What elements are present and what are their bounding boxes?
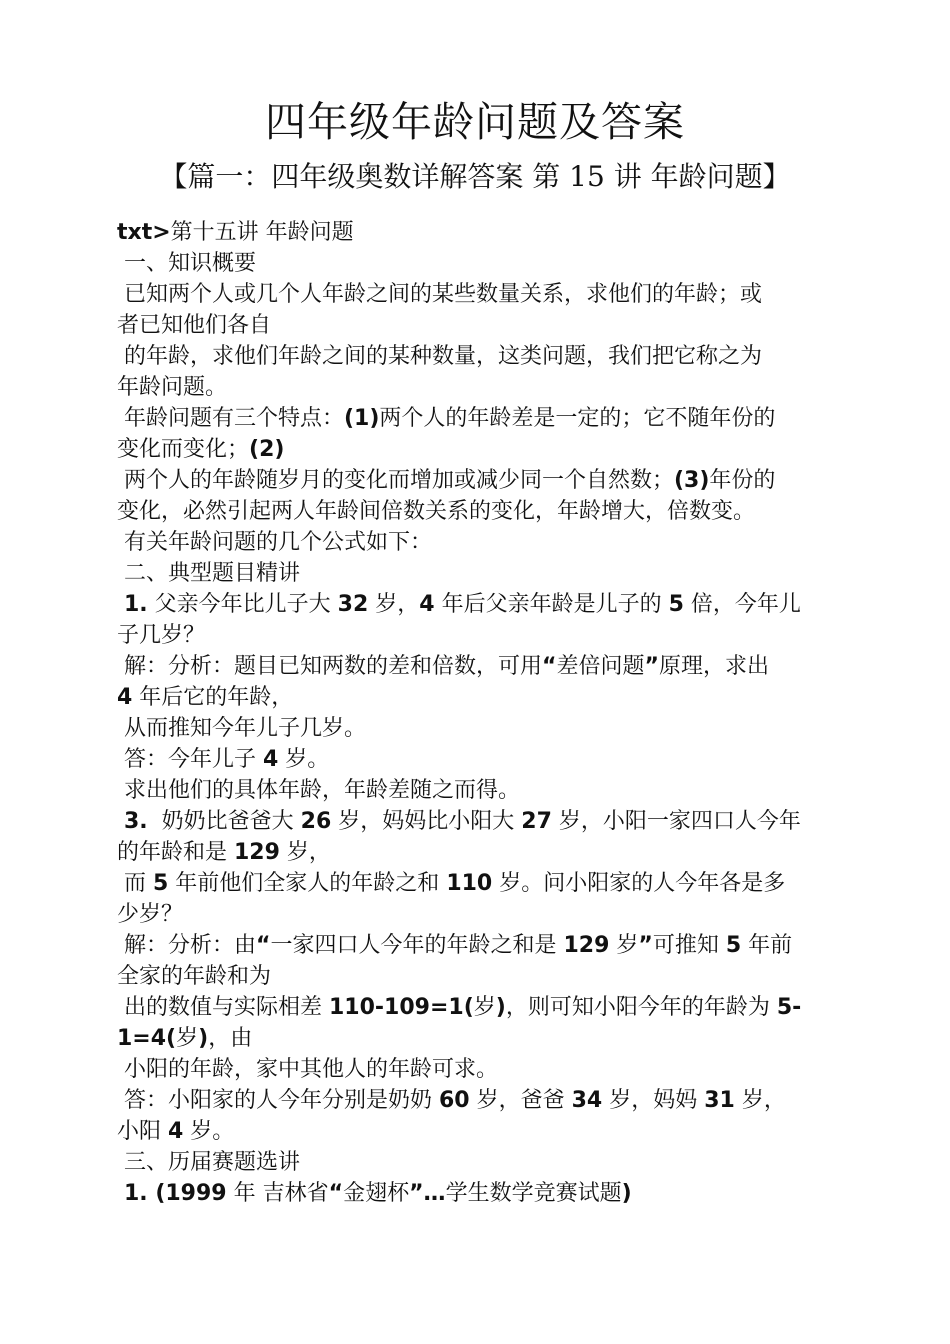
text-segment: 年后它的年龄， xyxy=(132,685,294,710)
text-segment: 岁 xyxy=(176,1026,199,1051)
text-segment: 27 xyxy=(521,809,552,834)
text-segment: 金翅杯 xyxy=(343,1181,410,1206)
text-line xyxy=(117,651,837,682)
text-segment: 三、历届赛题选讲 xyxy=(117,1150,300,1175)
text-segment: 原理，求出 xyxy=(658,654,769,679)
text-segment: 岁， xyxy=(734,1088,786,1113)
text-segment: 子几岁？ xyxy=(117,623,206,648)
text-segment: “ xyxy=(328,1181,344,1206)
text-segment: “ xyxy=(542,654,557,679)
text-segment: 岁，爸爸 xyxy=(469,1088,572,1113)
text-segment: txt> xyxy=(117,220,171,245)
text-segment: (1) xyxy=(344,406,380,431)
text-segment: 岁，小阳一家四口人今年 xyxy=(551,809,801,834)
text-segment: 年 吉林省 xyxy=(226,1181,329,1206)
text-segment: 年龄问题。 xyxy=(117,375,228,400)
text-segment xyxy=(117,809,124,834)
text-line xyxy=(117,806,837,837)
text-segment: 全家的年龄和为 xyxy=(117,964,272,989)
text-segment: 差倍问题 xyxy=(556,654,645,679)
text-line xyxy=(117,620,837,651)
text-segment: 31 xyxy=(704,1088,735,1113)
text-segment: 解：分析：题目已知两数的差和倍数，可用 xyxy=(117,654,542,679)
text-segment xyxy=(117,592,124,617)
document-title: 四年级年龄问题及答案 xyxy=(265,98,685,146)
text-segment: ) xyxy=(621,1181,632,1206)
text-line xyxy=(117,465,837,496)
text-segment: 1. (1999 xyxy=(124,1181,227,1206)
text-segment: 少岁？ xyxy=(117,902,184,927)
text-line xyxy=(117,744,837,775)
text-segment: ” xyxy=(644,654,659,679)
text-segment: 年龄问题有三个特点： xyxy=(117,406,344,431)
document-body xyxy=(117,217,837,1209)
text-segment: 5 xyxy=(725,933,742,958)
text-segment: ”… xyxy=(409,1181,446,1206)
text-segment: 60 xyxy=(439,1088,470,1113)
text-segment: 5 xyxy=(153,871,169,896)
text-segment: 变化，必然引起两人年龄间倍数关系的变化，年龄增大，倍数变。 xyxy=(117,499,756,524)
text-segment: 变化而变化； xyxy=(117,437,250,462)
text-line xyxy=(117,434,837,465)
text-segment: 二、典型题目精讲 xyxy=(117,561,300,586)
text-line xyxy=(117,248,837,279)
text-line xyxy=(117,1023,837,1054)
text-segment: 岁。 xyxy=(278,747,330,772)
text-line xyxy=(117,496,837,527)
text-segment: 26 xyxy=(300,809,332,834)
text-segment: 5- xyxy=(776,995,802,1020)
text-line xyxy=(117,589,837,620)
text-segment: ，则可知小阳今年的年龄为 xyxy=(505,995,777,1020)
text-segment: 岁，妈妈 xyxy=(602,1088,705,1113)
text-segment: 4 xyxy=(419,592,435,617)
text-segment: 岁， xyxy=(279,840,331,865)
text-segment: 有关年龄问题的几个公式如下： xyxy=(117,530,432,555)
text-segment: 4 xyxy=(263,747,279,772)
text-segment: 129 xyxy=(563,933,610,958)
text-segment: 第十五讲 年龄问题 xyxy=(170,220,354,245)
text-segment: 岁， xyxy=(368,592,420,617)
text-segment: 答：小阳家的人今年分别是奶奶 xyxy=(117,1088,439,1113)
text-segment: 岁 xyxy=(609,933,639,958)
text-segment: 4 xyxy=(117,685,133,710)
text-line xyxy=(117,1147,837,1178)
text-segment: 的年龄，求他们年龄之间的某种数量，这类问题，我们把它称之为 xyxy=(117,344,762,369)
text-line xyxy=(117,899,837,930)
text-segment: 3. xyxy=(124,809,148,834)
text-line xyxy=(117,868,837,899)
text-segment: 父亲今年比儿子大 xyxy=(147,592,338,617)
text-segment: 32 xyxy=(337,592,369,617)
text-segment: 求出他们的具体年龄，年龄差随之而得。 xyxy=(117,778,520,803)
text-segment: ) xyxy=(198,1026,209,1051)
text-segment: 年前他们全家人的年龄之和 xyxy=(168,871,447,896)
text-line xyxy=(117,682,837,713)
text-segment: 可推知 xyxy=(652,933,726,958)
text-segment: 出的数值与实际相差 xyxy=(117,995,329,1020)
text-segment: 两个人的年龄差是一定的；它不随年份的 xyxy=(379,406,776,431)
text-line xyxy=(117,961,837,992)
text-line xyxy=(117,713,837,744)
text-segment: 奶奶比爸爸大 xyxy=(147,809,301,834)
text-segment: 1. xyxy=(124,592,148,617)
text-line xyxy=(117,992,837,1023)
text-segment: 129 xyxy=(234,840,280,865)
text-segment: 已知两个人或几个人年龄之间的某些数量关系，求他们的年龄；或 xyxy=(117,282,762,307)
text-segment: 一家四口人今年的年龄之和是 xyxy=(270,933,564,958)
text-segment: 1=4( xyxy=(117,1026,177,1051)
text-segment: 小阳的年龄，家中其他人的年龄可求。 xyxy=(117,1057,498,1082)
text-segment: 学生数学竞赛试题 xyxy=(445,1181,622,1206)
text-line xyxy=(117,310,837,341)
text-line xyxy=(117,527,837,558)
text-segment: ) xyxy=(495,995,506,1020)
text-line xyxy=(117,1085,837,1116)
text-segment: 而 xyxy=(117,871,153,896)
text-segment: 小阳 xyxy=(117,1119,168,1144)
text-line xyxy=(117,558,837,589)
document-subtitle: 【篇一：四年级奥数详解答案 第 15 讲 年龄问题】 xyxy=(159,160,791,193)
text-line xyxy=(117,837,837,868)
text-segment: 年前 xyxy=(741,933,793,958)
text-segment: ，由 xyxy=(208,1026,253,1051)
text-segment: 110 xyxy=(446,871,493,896)
text-segment: 34 xyxy=(571,1088,603,1113)
text-segment: 岁，妈妈比小阳大 xyxy=(331,809,522,834)
text-segment: 答：今年儿子 xyxy=(117,747,263,772)
text-segment: 岁 xyxy=(473,995,496,1020)
text-line xyxy=(117,775,837,806)
text-segment: 从而推知今年儿子几岁。 xyxy=(117,716,366,741)
text-line xyxy=(117,279,837,310)
text-segment: 的年龄和是 xyxy=(117,840,234,865)
text-line xyxy=(117,341,837,372)
text-line xyxy=(117,930,837,961)
text-line xyxy=(117,1054,837,1085)
text-segment: 年后父亲年龄是儿子的 xyxy=(434,592,669,617)
text-line xyxy=(117,1178,837,1209)
text-segment: 岁。 xyxy=(183,1119,235,1144)
text-segment: (3) xyxy=(674,468,710,493)
text-segment: ” xyxy=(638,933,653,958)
text-segment: 110-109=1( xyxy=(329,995,474,1020)
text-segment: 4 xyxy=(168,1119,184,1144)
text-segment: 倍，今年儿 xyxy=(683,592,801,617)
text-segment: 者已知他们各自 xyxy=(117,313,272,338)
text-line xyxy=(117,372,837,403)
text-line xyxy=(117,217,837,248)
text-segment: 5 xyxy=(668,592,684,617)
text-segment: 年份的 xyxy=(709,468,776,493)
text-line xyxy=(117,1116,837,1147)
text-segment: 解：分析：由 xyxy=(117,933,256,958)
text-segment: (2) xyxy=(249,437,285,462)
text-segment: 一、知识概要 xyxy=(117,251,256,276)
text-line xyxy=(117,403,837,434)
text-segment: “ xyxy=(256,933,271,958)
text-segment: 两个人的年龄随岁月的变化而增加或减少同一个自然数； xyxy=(117,468,674,493)
text-segment: 岁。问小阳家的人今年各是多 xyxy=(492,871,786,896)
text-segment xyxy=(117,1181,124,1206)
